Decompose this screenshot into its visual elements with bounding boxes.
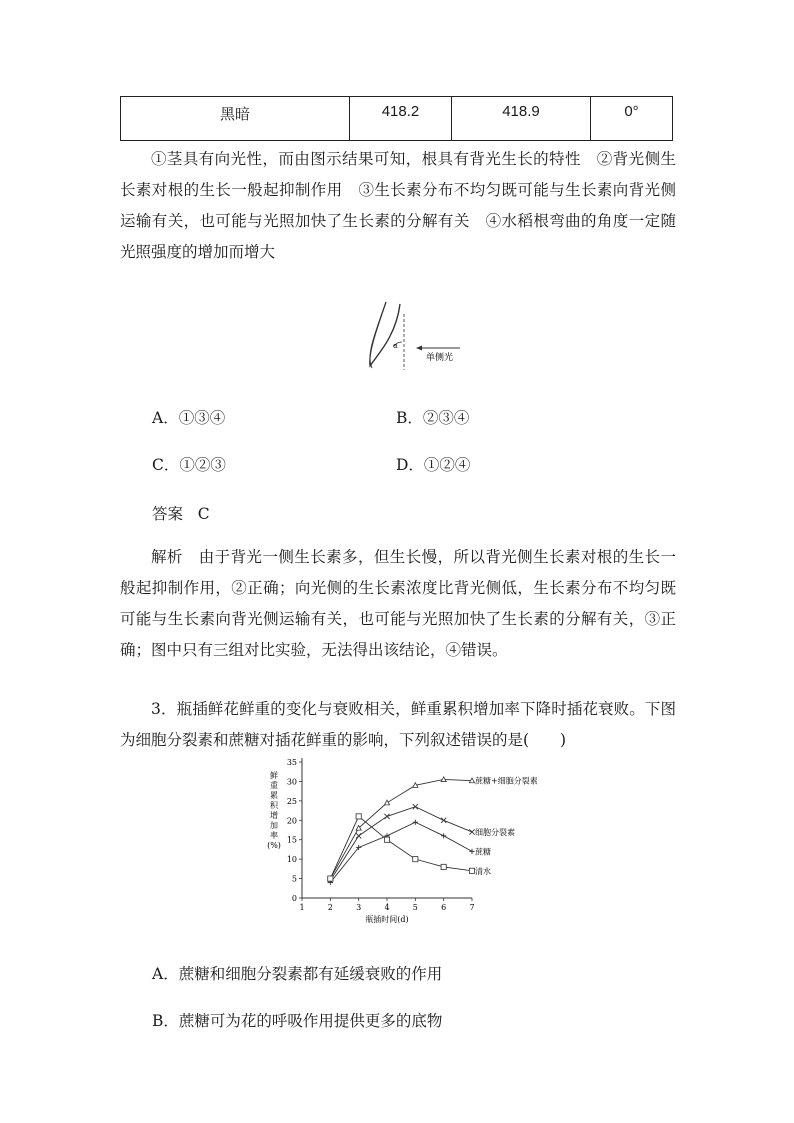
- answer-value: C: [197, 505, 210, 523]
- light-label: 单侧光: [426, 353, 454, 363]
- x-tick-label: 2: [327, 903, 333, 912]
- root-figure: [360, 296, 470, 374]
- answer-line: [152, 502, 210, 524]
- data-point: [441, 864, 446, 869]
- table-cell-value-1: 418.2: [350, 97, 452, 141]
- analysis-body: 由于背光一侧生长素多，但生长慢，所以背光侧生长素对根的生长一般起抑制作用，②正确；向光侧的生长素浓度比背光侧低，生长素分布不均匀既可能与生长素向背光侧运输有关，也可能与光照加快了生长素的分解有关，③正确；图中只有三组对比实验，无法得出该结论，④错误。: [120, 548, 676, 659]
- analysis-label: 解析: [151, 548, 183, 566]
- data-point: [469, 849, 474, 854]
- data-point: [469, 829, 474, 834]
- series-line: [330, 807, 472, 881]
- data-point: [441, 818, 446, 823]
- x-tick-label: 6: [441, 903, 447, 912]
- answer-label: 答案: [152, 505, 184, 523]
- data-point: [413, 804, 418, 809]
- x-tick-label: 4: [384, 903, 390, 912]
- x-tick-label: 5: [412, 903, 418, 912]
- x-tick-label: 1: [299, 903, 305, 912]
- data-point: [328, 876, 333, 881]
- option-b: B．②③④: [396, 409, 470, 427]
- table-cell-value-2: 418.9: [452, 97, 591, 141]
- y-tick-label: 15: [286, 835, 297, 845]
- option-d: D．①②④: [396, 456, 471, 474]
- data-point: [384, 837, 389, 842]
- x-tick-label: 7: [469, 903, 475, 912]
- series-label: 蔗糖+细胞分裂素: [475, 776, 538, 786]
- question-3-stem: 3．瓶插鲜花鲜重的变化与衰败相关，鲜重累积增加率下降时插花衰败。下图为细胞分裂素和蔗糖对插花鲜重的影响，下列叙述错误的是( ): [120, 700, 676, 749]
- q3-option-b: B．蔗糖可为花的呼吸作用提供更多的底物: [152, 1012, 443, 1030]
- data-point: [356, 814, 361, 819]
- data-point: [441, 833, 446, 838]
- statements-text: ①茎具有向光性，而由图示结果可知，根具有背光生长的特性 ②背光侧生长素对根的生长一般起抑制作用 ③生长素分布不均匀既可能与生长素向背光侧运输有关，也可能与光照加快了生长素的分解有关 ④水稻根弯曲的角度一定随光照强度的增加而增大: [120, 150, 676, 261]
- table-cell-label: 黑暗: [121, 97, 350, 141]
- q3-option-a: A．蔗糖和细胞分裂素都有延缓衰败的作用: [152, 965, 443, 983]
- y-tick-label: 0: [291, 894, 297, 903]
- y-tick-label: 20: [286, 816, 297, 826]
- data-point: [356, 833, 361, 838]
- line-chart: [266, 756, 556, 928]
- data-point: [384, 800, 389, 805]
- y-tick-label: 5: [291, 874, 297, 884]
- x-axis-label: 瓶插时间(d): [365, 915, 409, 924]
- y-tick-label: 25: [286, 796, 297, 806]
- data-point: [469, 868, 474, 873]
- data-table: [120, 96, 673, 141]
- table-cell-angle: 0°: [591, 97, 673, 141]
- svg-text:α: α: [393, 342, 398, 350]
- x-tick-label: 3: [356, 903, 362, 912]
- series-label: 细胞分裂素: [475, 827, 515, 837]
- y-tick-label: 30: [286, 777, 297, 787]
- data-point: [413, 857, 418, 862]
- y-tick-label: 35: [286, 758, 297, 767]
- y-tick-label: 10: [286, 855, 297, 865]
- series-label: 蔗糖: [475, 847, 491, 857]
- data-point: [413, 820, 418, 825]
- y-axis-label: 鲜重累积增加率(%): [267, 771, 281, 850]
- series-label: 清水: [475, 866, 491, 876]
- option-c: C．①②③: [152, 456, 226, 474]
- table-row: [121, 97, 673, 141]
- option-a: A．①③④: [152, 409, 226, 427]
- data-point: [384, 814, 389, 819]
- analysis-text: [120, 542, 676, 666]
